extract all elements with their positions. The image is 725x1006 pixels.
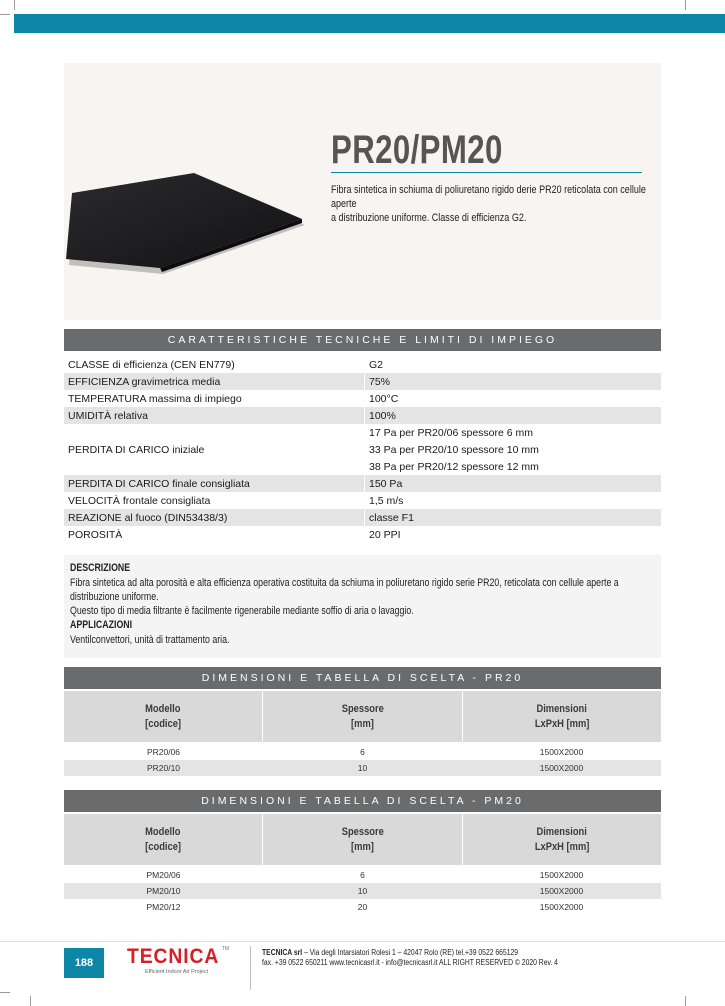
spec-label: UMIDITÀ relativa [64,407,365,424]
pr20-table-header: DIMENSIONI E TABELLA DI SCELTA - PR20 [64,667,661,689]
table-row: PM20/12 20 1500X2000 [146,902,584,912]
column-header-model: Modello [codice] [145,825,182,853]
spec-label: EFFICIENZA gravimetrica media [64,373,365,390]
spec-label: TEMPERATURA massima di impiego [68,392,242,405]
spec-row [64,407,661,424]
pm20-rows [64,867,661,915]
logo-trademark: TM [222,946,230,952]
column-header-dimensions: Dimensioni LxPxH [mm] [462,814,661,865]
column-header-dimensions: Dimensioni LxPxH [mm] [462,691,661,742]
spec-row [64,424,661,441]
spec-value: 150 Pa [365,475,662,492]
spec-label: PERDITA DI CARICO finale consigliata [64,475,365,492]
table-row: PR20/06 6 1500X2000 [146,747,584,757]
spec-value: G2 [365,356,662,373]
spec-label: PERDITA DI CARICO iniziale [68,443,205,456]
table-row: PM20/06 6 1500X2000 [146,870,584,880]
address-line: – Via degli Intarsiatori Rolesi 1 – 42047 Rolo (RE) tel.+39 0522 665129 [302,948,519,957]
crop-mark [685,0,686,10]
spec-row [64,390,661,407]
page-number: 188 [64,948,104,978]
description-line: Questo tipo di media filtrante è facilmente rigenerabile mediante soffio di aria o lavaggio. [70,605,414,617]
title-underline [331,172,642,173]
specs-table [64,356,661,543]
company-address [262,948,558,968]
description-heading: DESCRIZIONE [70,562,131,574]
crop-mark [0,992,10,993]
contact-line: fax. +39 0522 650211 www.tecnicasrl.it - info@tecnicasrl.it ALL RIGHT RESERVED © 2020 Rev. 4 [262,958,558,967]
spec-label: VELOCITÀ frontale consigliata [68,494,211,507]
spec-value: 33 Pa per PR20/10 spessore 10 mm [365,441,662,458]
footer-separator [250,946,251,990]
header-accent-bar [14,14,725,33]
table-row: PM20/10 10 1500X2000 [64,883,661,899]
pm20-table-header: DIMENSIONI E TABELLA DI SCELTA - PM20 [64,790,661,812]
table-row: PR20/10 10 1500X2000 [64,760,661,776]
crop-mark [685,996,686,1006]
crop-mark [30,996,31,1006]
spec-value: 100% [365,407,662,424]
spec-row [64,509,661,526]
spec-row [64,373,661,390]
spec-value: classe F1 [365,509,662,526]
pr20-rows [64,744,661,776]
intro-line: a distribuzione uniforme. Classe di efficienza G2. [331,212,527,224]
spec-value: 20 PPI [365,526,662,543]
footer-divider [0,941,725,942]
spec-value: 75% [365,373,662,390]
spec-row [64,492,661,509]
applications-text: Ventilconvettori, unità di trattamento aria. [70,634,230,646]
spec-value: 1,5 m/s [365,492,662,509]
product-title: PR20/PM20 [331,128,503,172]
column-header-thickness: Spessore [mm] [262,691,461,742]
spec-label: REAZIONE al fuoco (DIN53438/3) [64,509,365,526]
crop-mark [14,0,15,10]
crop-mark [0,14,10,15]
spec-row [64,356,661,373]
column-header-thickness: Spessore [mm] [262,814,461,865]
spec-value: 17 Pa per PR20/06 spessore 6 mm [365,424,662,441]
pr20-column-headers [64,691,661,742]
column-header-model: Modello [codice] [145,702,182,730]
product-intro [331,183,659,225]
applications-heading: APPLICAZIONI [70,619,133,631]
spec-value: 38 Pa per PR20/12 spessore 12 mm [365,458,662,475]
description-line: Fibra sintetica ad alta porosità e alta efficienza operativa costituita da schiuma in poliuretano rigido serie PR20, reticolata con cellule aperte a distribuzione uniforme. [70,577,619,603]
specs-header: CARATTERISTICHE TECNICHE E LIMITI DI IMPIEGO [64,329,661,351]
description-text [70,576,662,618]
spec-label: CLASSE di efficienza (CEN EN779) [68,358,235,371]
spec-row [64,526,661,543]
spec-row [64,475,661,492]
pm20-column-headers [64,814,661,865]
spec-value: 100°C [365,390,662,407]
intro-line: Fibra sintetica in schiuma di poliuretano rigido derie PR20 reticolata con cellule aperte [331,184,646,210]
logo-tagline: Efficient Indoor Air Project [145,969,209,975]
spec-label: POROSITÀ [68,528,123,541]
company-name: TECNICA srl [262,948,303,957]
company-logo: TECNICA [127,945,220,968]
